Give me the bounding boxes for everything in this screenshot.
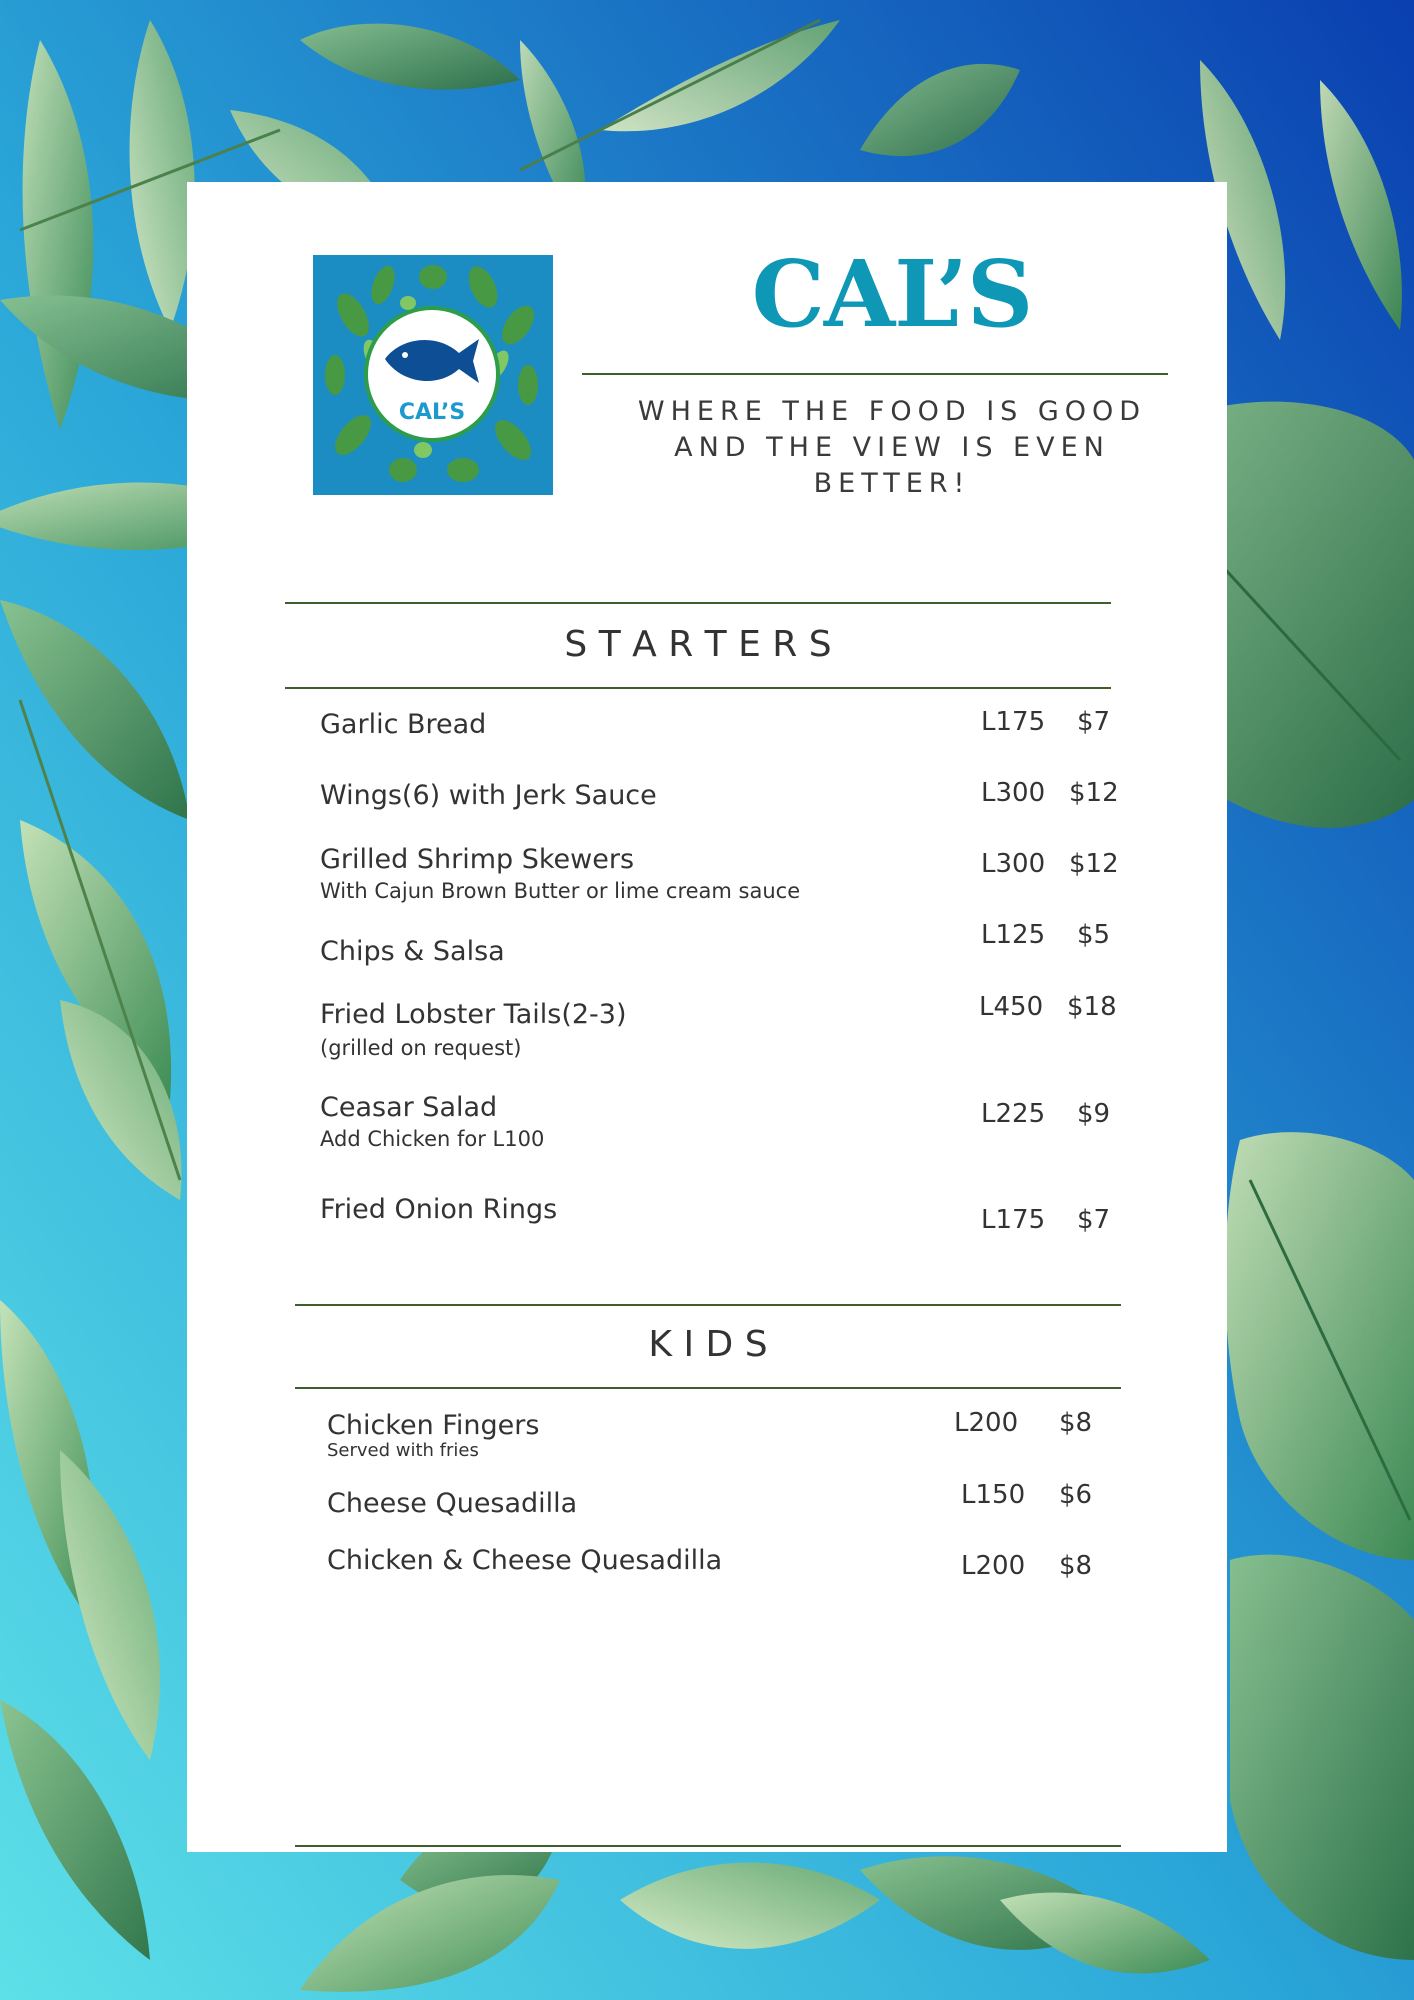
price-usd: $5 [1077, 920, 1111, 950]
item-name: Chips & Salsa [320, 936, 505, 967]
item-name: Garlic Bread [320, 709, 487, 740]
logo-text: CAL’S [398, 400, 466, 425]
item-name: Grilled Shrimp Skewers [320, 844, 635, 875]
price-lempira: L125 [981, 920, 1046, 950]
footer-rule [295, 1845, 1121, 1847]
item-description: Add Chicken for L100 [320, 1127, 545, 1151]
price-usd: $7 [1077, 707, 1111, 737]
item-name: Fried Lobster Tails(2-3) [320, 999, 627, 1030]
item-name: Wings(6) with Jerk Sauce [320, 780, 657, 811]
price-usd: $12 [1069, 849, 1119, 879]
price-lempira: L200 [954, 1408, 1019, 1438]
item-name: Chicken Fingers [327, 1410, 540, 1441]
cals-logo [313, 255, 553, 495]
price-usd: $18 [1067, 992, 1117, 1022]
price-usd: $9 [1077, 1099, 1111, 1129]
item-name: Ceasar Salad [320, 1092, 498, 1123]
starters-heading: S T A R T E R S [564, 624, 832, 665]
item-description: With Cajun Brown Butter or lime cream sauce [320, 879, 801, 903]
price-usd: $12 [1069, 778, 1119, 808]
price-usd: $6 [1059, 1480, 1093, 1510]
item-name: Chicken & Cheese Quesadilla [327, 1545, 723, 1576]
item-description: (grilled on request) [320, 1036, 522, 1060]
price-usd: $7 [1077, 1205, 1111, 1235]
price-lempira: L150 [961, 1480, 1026, 1510]
price-usd: $8 [1059, 1551, 1093, 1581]
price-lempira: L300 [981, 849, 1046, 879]
tagline: WHERE THE FOOD IS GOOD AND THE VIEW IS EVEN BETTER! [637, 396, 1147, 499]
kids-heading: K I D S [648, 1324, 768, 1365]
price-lempira: L225 [981, 1099, 1046, 1129]
price-lempira: L175 [981, 1205, 1046, 1235]
restaurant-name: CAL’S [751, 240, 1033, 348]
price-lempira: L300 [981, 778, 1046, 808]
price-lempira: L200 [961, 1551, 1026, 1581]
kids-top-rule [295, 1304, 1121, 1306]
title-divider [582, 373, 1168, 375]
starters-top-rule [285, 602, 1111, 604]
price-lempira: L450 [979, 992, 1044, 1022]
price-usd: $8 [1059, 1408, 1093, 1438]
kids-bottom-rule [295, 1387, 1121, 1389]
item-description: Served with fries [327, 1440, 479, 1461]
price-lempira: L175 [981, 707, 1046, 737]
item-name: Cheese Quesadilla [327, 1488, 578, 1519]
starters-bottom-rule [285, 687, 1111, 689]
item-name: Fried Onion Rings [320, 1194, 558, 1225]
